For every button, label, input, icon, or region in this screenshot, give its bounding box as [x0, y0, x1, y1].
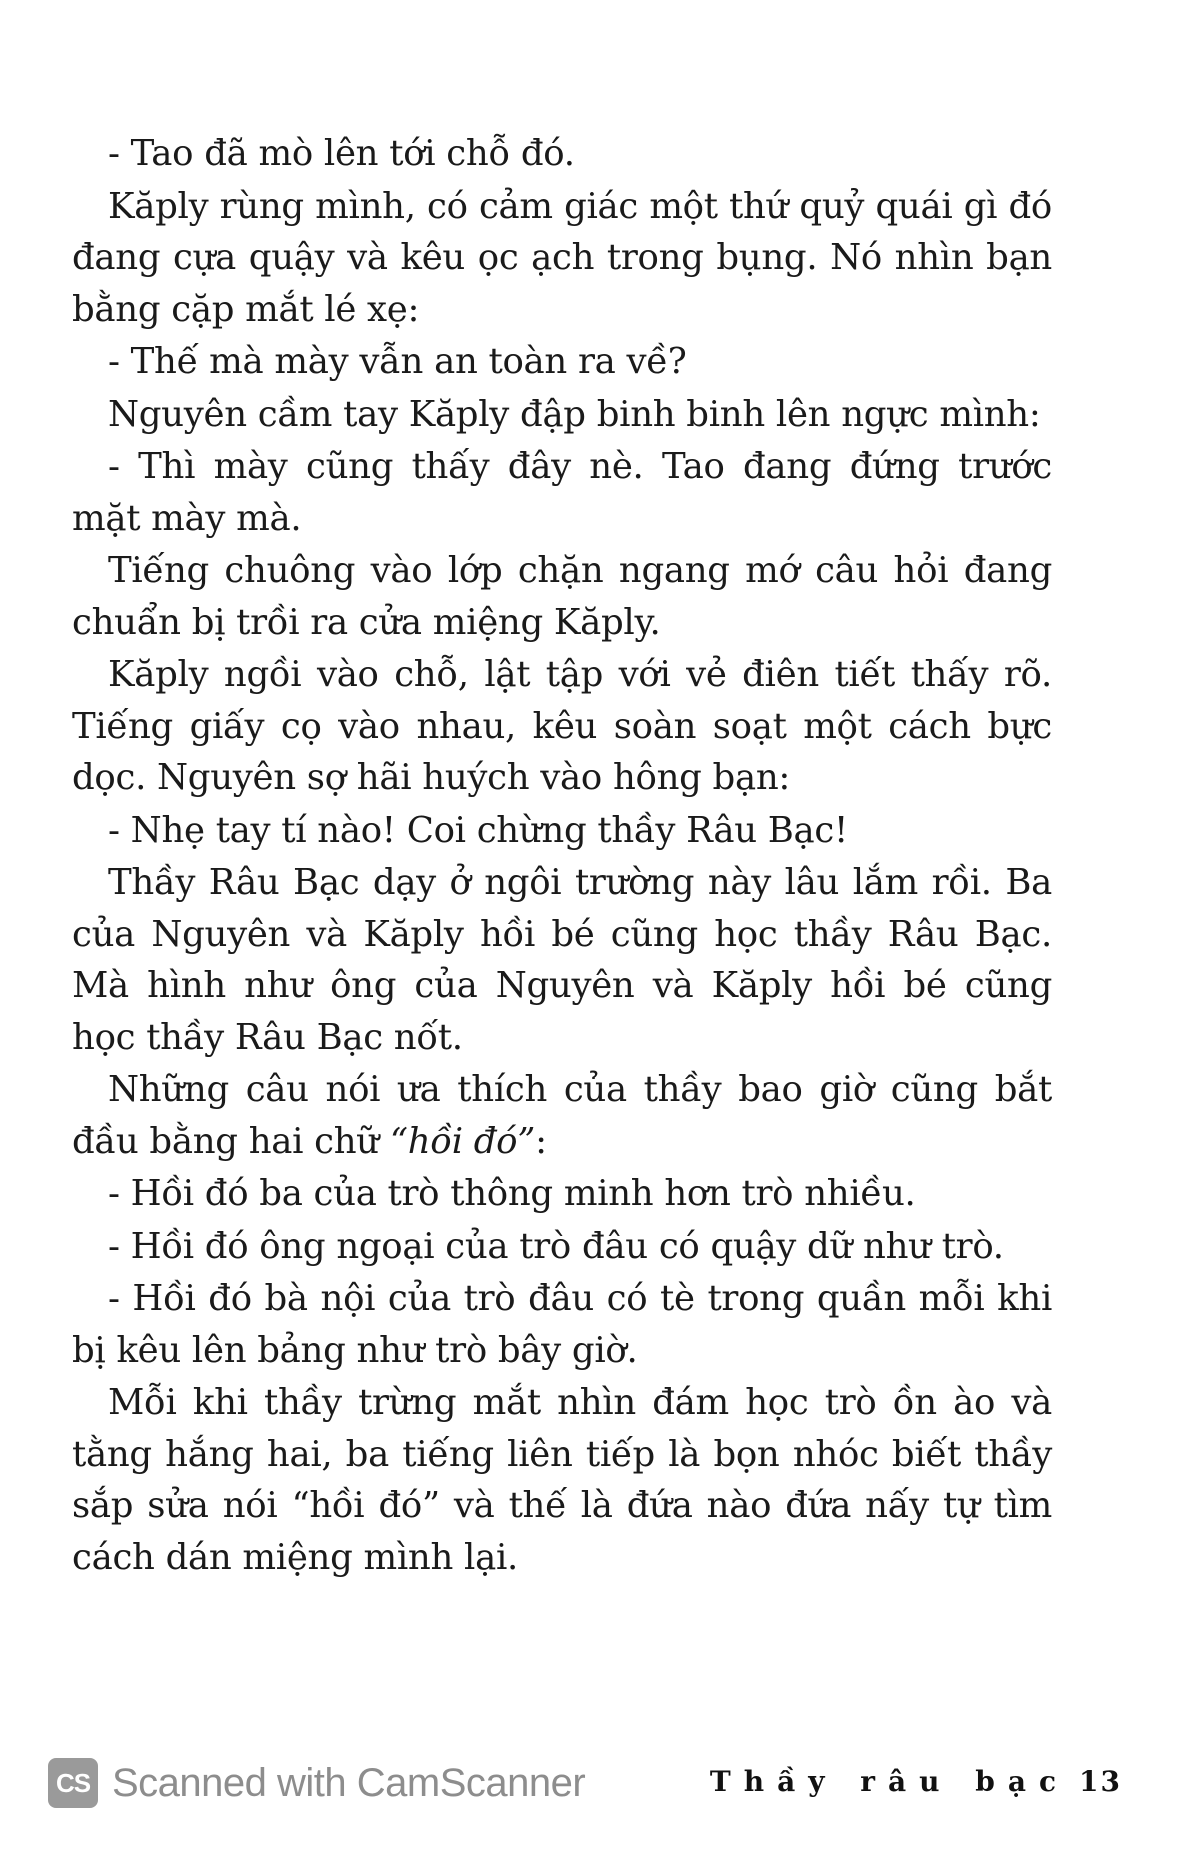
paragraph: - Thế mà mày vẫn an toàn ra về? — [108, 341, 687, 382]
paragraph: Tiếng chuông vào lớp chặn ngang mớ câu hỏi đang chuẩn bị trồi ra cửa miệng Kăply. — [72, 550, 1052, 643]
paragraph-text: Những câu nói ưa thích của thầy bao giờ cũng bắt đầu bằng hai chữ — [72, 1069, 1052, 1162]
paragraph: - Hồi đó bà nội của trò đâu có tè trong quần mỗi khi bị kêu lên bảng như trò bây giờ. — [72, 1278, 1052, 1371]
emphasis-hoi-do: “hồi đó” — [389, 1120, 536, 1162]
paragraph: - Thì mày cũng thấy đây nè. Tao đang đứng trước mặt mày mà. — [72, 446, 1052, 539]
paragraph: Mỗi khi thầy trừng mắt nhìn đám học trò ồn ào và tằng hắng hai, ba tiếng liên tiếp là bọn nhóc biết thầy sắp sửa nói “hồi đó” và thế là đứa nào đứa nấy tự tìm cách dán miệng mình lại. — [72, 1382, 1052, 1578]
paragraph: - Nhẹ tay tí nào! Coi chừng thầy Râu Bạc! — [108, 809, 848, 851]
page-number: 13 — [1079, 1765, 1122, 1798]
paragraph: Kăply rùng mình, có cảm giác một thứ quỷ quái gì đó đang cựa quậy và kêu ọc ạch trong bụng. Nó nhìn bạn bằng cặp mắt lé xẹ: — [72, 185, 1052, 330]
paragraph: - Hồi đó ba của trò thông minh hơn trò nhiều. — [108, 1173, 916, 1214]
paragraph-hoi-do — [72, 1064, 1052, 1167]
paragraph-text: : — [535, 1120, 547, 1162]
page-body — [72, 128, 1052, 1583]
watermark-text: Scanned with CamScanner — [112, 1760, 586, 1805]
paragraph: Thầy Râu Bạc dạy ở ngôi trường này lâu lắm rồi. Ba của Nguyên và Kăply hồi bé cũng học thầy Râu Bạc. Mà hình như ông của Nguyên và Kăply hồi bé cũng học thầy Râu Bạc nốt. — [72, 862, 1052, 1058]
running-footer — [710, 1765, 1122, 1798]
camscanner-logo-icon: CS — [48, 1758, 98, 1808]
running-title: Thầy râu bạc — [709, 1765, 1070, 1798]
camscanner-watermark — [48, 1758, 585, 1808]
paragraph: - Tao đã mò lên tới chỗ đó. — [108, 133, 575, 174]
paragraph: Kăply ngồi vào chỗ, lật tập với vẻ điên tiết thấy rõ. Tiếng giấy cọ vào nhau, kêu soàn soạt một cách bực dọc. Nguyên sợ hãi huých vào hông bạn: — [72, 654, 1052, 798]
paragraph: Nguyên cầm tay Kăply đập binh binh lên ngực mình: — [108, 393, 1041, 435]
paragraph: - Hồi đó ông ngoại của trò đâu có quậy dữ như trò. — [108, 1225, 1004, 1267]
